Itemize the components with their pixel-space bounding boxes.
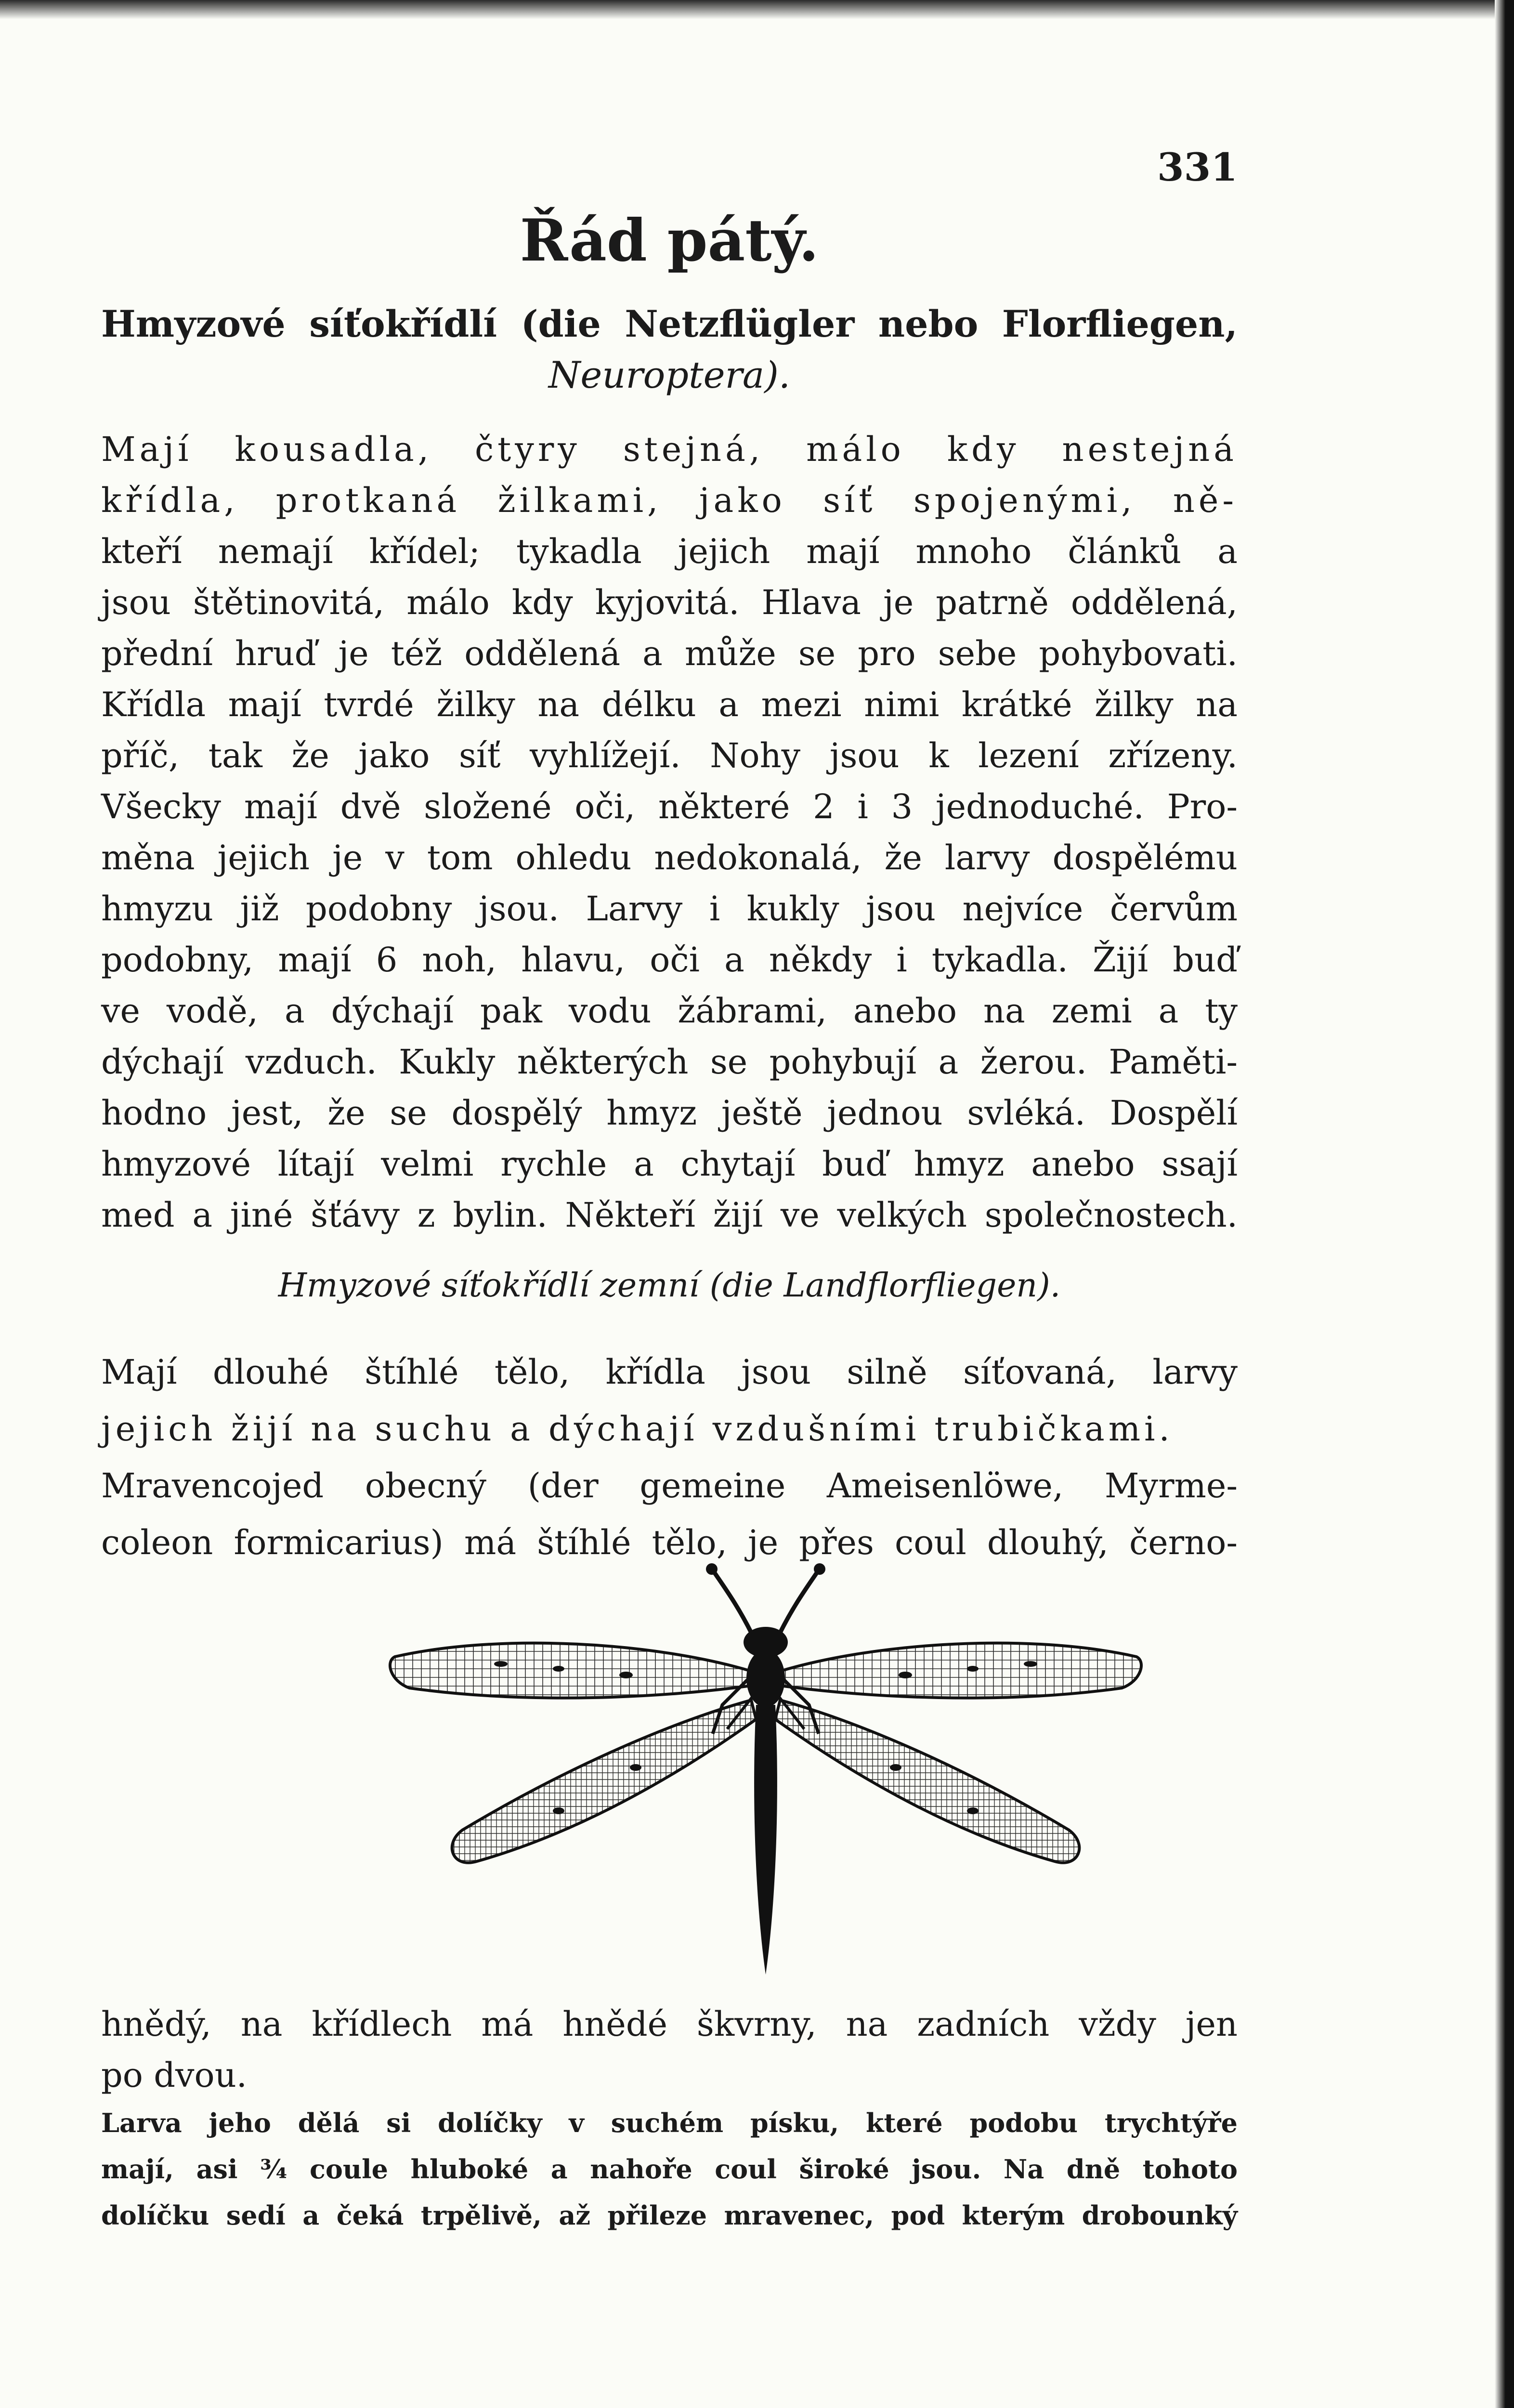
text-line: Mají kousadla, čtyry stejná, málo kdy nestejná [101,430,1238,469]
text-line: dýchají vzduch. Kukly některých se pohybují a žerou. Paměti- [101,1042,1238,1082]
text-line: jsou štětinovitá, málo kdy kyjovitá. Hlava je patrně oddělená, [101,583,1238,622]
order-heading-line: Hmyzové síťokřídlí (die Netzflügler nebo Florfliegen, [101,302,1238,345]
small-text-line: Larva jeho dělá si dolíčky v suchém písku, které podobu trychtýře [101,2107,1238,2138]
text-line: coleon formicarius) má štíhlé tělo, je přes coul dlouhý, černo- [101,1523,1238,1562]
section-paragraph [101,1344,1238,1571]
intro-paragraph [101,424,1238,1241]
after-figure-paragraph [101,1999,1238,2101]
text-line: příč, tak že jako síť vyhlížejí. Nohy jsou k lezení zřízeny. [101,736,1238,775]
text-line: hmyzu již podobny jsou. Larvy i kukly jsou nejvíce červům [101,889,1238,929]
text-line: Mají dlouhé štíhlé tělo, křídla jsou silně síťovaná, larvy [101,1352,1238,1392]
text-line: Mravencojed obecný (der gemeine Ameisenlöwe, Myrme- [101,1466,1238,1505]
text-line: Všecky mají dvě složené oči, některé 2 i 3 jednoduché. Pro- [101,787,1238,826]
text-line: podobny, mají 6 noh, hlavu, oči a někdy i tykadla. Žijí buď [101,940,1238,980]
section-heading [101,1262,1238,1310]
text-line: hnědý, na křídlech má hnědé škvrny, na zadních vždy jen [101,2004,1238,2044]
text-line: med a jiné šťávy z bylin. Někteří žijí ve velkých společnostech. [101,1195,1238,1235]
antlion-illustration [356,1560,1175,1984]
book-page [101,0,1238,2408]
section-title: Hmyzové síťokřídlí zemní (die Landflorfliegen). [278,1267,1061,1305]
text-line: hmyzové lítají velmi rychle a chytají buď hmyz anebo ssají [101,1144,1238,1184]
chapter-title: Řád pátý. [520,207,819,275]
text-line: přední hruď je též oddělená a může se pro sebe pohybovati. [101,634,1238,673]
text-line: jejich žijí na suchu a dýchají vzdušními trubičkami. [101,1409,1174,1449]
text-line: hodno jest, že se dospělý hmyz ještě jednou svléká. Dospělí [101,1093,1238,1133]
small-text-line: dolíčku sedí a čeká trpělivě, až přileze mravenec, pod kterým drobounký [101,2200,1238,2231]
order-heading [101,299,1238,401]
text-line: ve vodě, a dýchají pak vodu žábrami, anebo na zemi a ty [101,991,1238,1031]
scan-right-edge [1495,0,1514,2408]
small-print-paragraph [101,2100,1238,2238]
page-number: 331 [1157,144,1238,190]
order-heading-line: Neuroptera). [548,353,791,396]
small-text-line: mají, asi ¾ coule hluboké a nahoře coul široké jsou. Na dně tohoto [101,2154,1238,2185]
text-line: měna jejich je v tom ohledu nedokonalá, že larvy dospělému [101,838,1238,877]
text-line: po dvou. [101,2055,248,2095]
text-line: Křídla mají tvrdé žilky na délku a mezi nimi krátké žilky na [101,685,1238,724]
text-line: kteří nemají křídel; tykadla jejich mají mnoho článků a [101,532,1238,571]
text-line: křídla, protkaná žilkami, jako síť spojenými, ně- [101,481,1238,520]
